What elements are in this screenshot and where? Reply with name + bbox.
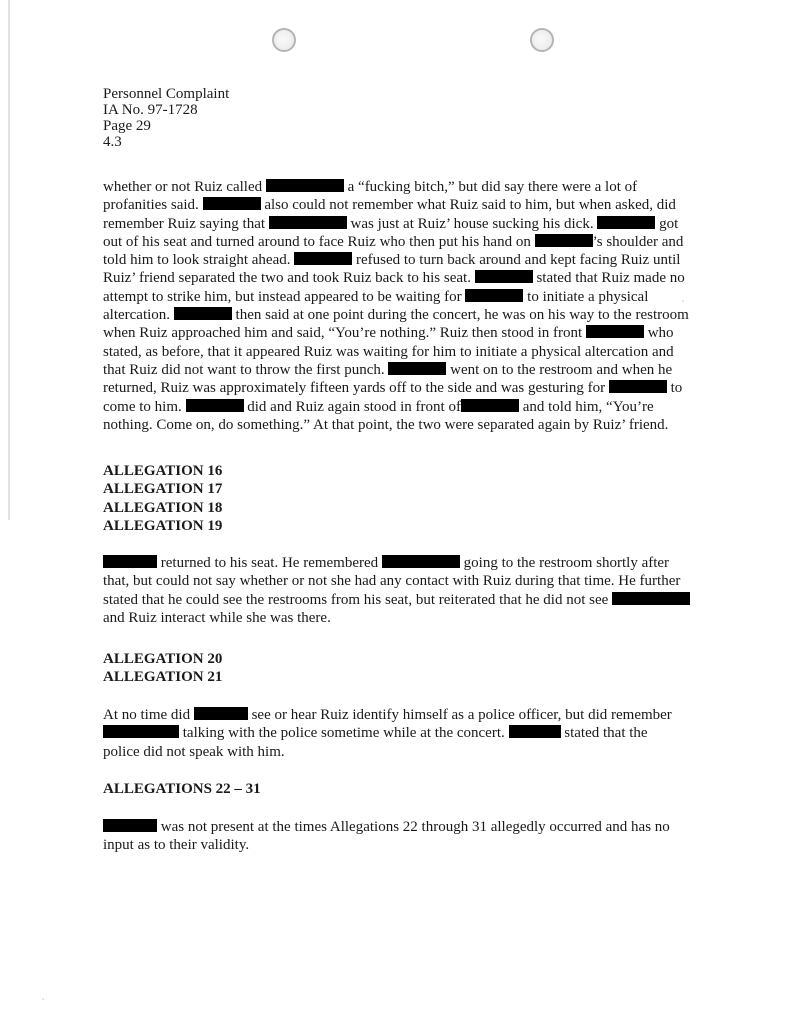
text-line: returned, Ruiz was approximately fifteen yards off to the side and was gesturing for to xyxy=(103,380,683,397)
header-title: Personnel Complaint xyxy=(103,86,230,102)
redaction-bar xyxy=(294,252,352,265)
allegation-heading: ALLEGATIONS 22 – 31 xyxy=(103,781,261,797)
header-section: 4.3 xyxy=(103,134,122,150)
text-line: remember Ruiz saying that was just at Ruiz’ house sucking his dick. got xyxy=(103,215,679,232)
redaction-bar xyxy=(535,234,593,247)
redaction-bar xyxy=(269,216,347,229)
text-line: Ruiz’ friend separated the two and took Ruiz back to his seat. stated that Ruiz made no xyxy=(103,270,685,287)
text-line: whether or not Ruiz called a “fucking bitch,” but did say there were a lot of xyxy=(103,179,638,195)
text-line: attempt to strike him, but instead appeared to be waiting for to initiate a physical xyxy=(103,288,649,305)
text-line: out of his seat and turned around to face Ruiz who then put his hand on ’s shoulder and xyxy=(103,233,684,250)
redaction-bar xyxy=(461,399,519,412)
text-line: altercation. then said at one point during the concert, he was on his way to the restroom xyxy=(103,307,689,324)
redaction-bar xyxy=(103,819,157,832)
redaction-bar xyxy=(103,725,179,738)
text-line: told him to look straight ahead. refused to turn back around and kept facing Ruiz until xyxy=(103,252,681,269)
paragraph-1 xyxy=(103,178,708,434)
redaction-bar xyxy=(266,179,344,192)
allegation-heading: ALLEGATION 18 xyxy=(103,499,223,516)
text-line: stated, as before, that it appeared Ruiz was waiting for him to initiate a physical altercation and xyxy=(103,343,674,360)
text-line: police did not speak with him. xyxy=(103,743,285,760)
text-line: that, but could not say whether or not she had any contact with Ruiz during that time. He further xyxy=(103,573,681,590)
text-line: when Ruiz approached him and said, “You’re nothing.” Ruiz then stood in front who xyxy=(103,325,674,342)
redaction-bar xyxy=(174,307,232,320)
text-line: profanities said. also could not remember what Ruiz said to him, but when asked, did xyxy=(103,197,676,214)
redaction-bar xyxy=(465,289,523,302)
text-line: stated that he could see the restrooms from his seat, but reiterated that he did not see xyxy=(103,591,708,609)
redaction-bar xyxy=(186,399,244,412)
text-line: talking with the police sometime while at the concert. stated that the xyxy=(103,724,708,742)
redaction-bar xyxy=(609,380,667,393)
header-case-number: IA No. 97-1728 xyxy=(103,102,198,118)
allegation-headings-16-19 xyxy=(103,462,222,536)
text-line: input as to their validity. xyxy=(103,837,250,854)
redaction-bar xyxy=(475,270,533,283)
text-line: that Ruiz did not want to throw the first punch. went on to the restroom and when he xyxy=(103,361,673,378)
redaction-bar xyxy=(382,555,460,568)
header-page-number: Page 29 xyxy=(103,118,151,134)
text-line: was not present at the times Allegations 22 through 31 allegedly occurred and has no xyxy=(103,818,708,836)
redaction-bar xyxy=(509,725,561,738)
text-line: At no time did see or hear Ruiz identify himself as a police officer, but did remember xyxy=(103,707,672,723)
allegation-heading: ALLEGATION 20 xyxy=(103,651,223,667)
redaction-bar xyxy=(103,555,157,568)
page-header xyxy=(103,86,229,150)
paragraph-4 xyxy=(103,818,708,855)
text-line: returned to his seat. He remembered going to the restroom shortly after xyxy=(103,554,708,572)
paragraph-3 xyxy=(103,706,708,761)
allegation-headings-22-31 xyxy=(103,780,261,798)
allegation-heading: ALLEGATION 17 xyxy=(103,481,223,498)
text-line: come to him. did and Ruiz again stood in front of and told him, “You’re xyxy=(103,398,654,415)
allegation-heading: ALLEGATION 16 xyxy=(103,463,223,479)
scan-edge-line xyxy=(8,0,10,520)
allegation-heading: ALLEGATION 21 xyxy=(103,669,223,686)
text-line: and Ruiz interact while she was there. xyxy=(103,609,331,626)
text-line: nothing. Come on, do something.” At that point, the two were separated again by Ruiz’ friend. xyxy=(103,416,669,433)
allegation-headings-20-21 xyxy=(103,650,222,687)
punch-hole-left xyxy=(272,28,296,52)
redaction-bar xyxy=(597,216,655,229)
allegation-heading: ALLEGATION 19 xyxy=(103,518,223,535)
redaction-bar xyxy=(612,592,690,605)
redaction-bar xyxy=(203,197,261,210)
scan-speck xyxy=(682,300,684,302)
punch-hole-right xyxy=(530,28,554,52)
redaction-bar xyxy=(194,707,248,720)
redaction-bar xyxy=(388,362,446,375)
redaction-bar xyxy=(586,325,644,338)
paragraph-2 xyxy=(103,554,708,627)
scan-speck xyxy=(42,998,44,1000)
